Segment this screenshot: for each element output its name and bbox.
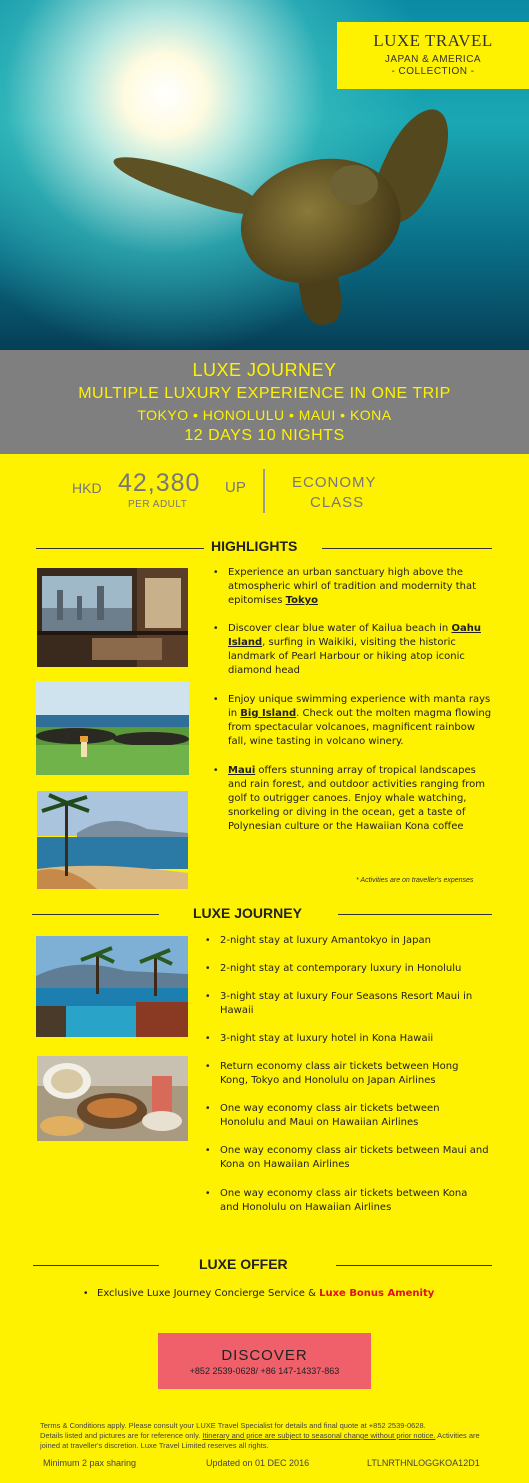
text: offers stunning array of tropical landscapes and rain forest, and outdoor activities ranging from golf to outrigger canoes. Enjoy whale watching, snorkeling or diving in the ocean, get a taste of Polynesian culture or the Hawaiian Kona coffee <box>228 765 486 832</box>
bullet: • <box>214 623 218 634</box>
bullet: • <box>206 991 210 1002</box>
banner-title: LUXE JOURNEY <box>192 360 337 380</box>
journey-item: 2-night stay at contemporary luxury in Honolulu <box>220 963 462 974</box>
price-amount: 42,380 <box>118 469 201 497</box>
journey-item: One way economy class air tickets between Honolulu and Maui on Hawaiian Airlines <box>220 1103 440 1128</box>
divider-line <box>338 914 492 915</box>
highlight-link[interactable]: Oahu Island <box>228 623 481 648</box>
turtle-flipper-left <box>109 148 260 221</box>
offer-title: LUXE OFFER <box>199 1256 288 1272</box>
journey-item: 3-night stay at luxury Four Seasons Resort Maui in Hawaii <box>220 991 473 1016</box>
brand-badge <box>337 22 529 89</box>
activities-note: * Activities are on traveller's expenses <box>356 877 474 884</box>
text: . Check out the molten magma flowing from spectacular volcanoes, magnificent rainbow fall, wine tasting in volcano winery. <box>228 708 492 747</box>
bullet: • <box>206 1061 210 1072</box>
product-code: LTLNRTHNLOGGKOA12D1 <box>367 1458 480 1468</box>
bullet: • <box>206 1188 210 1199</box>
bullet: • <box>206 935 210 946</box>
discover-button[interactable] <box>158 1333 371 1389</box>
highlight-link[interactable]: Tokyo <box>285 595 318 606</box>
bullet: • <box>214 765 218 776</box>
contact-phones: +852 2539-0628/ +86 147-14337-863 <box>189 1366 340 1376</box>
min-pax: Minimum 2 pax sharing <box>43 1458 137 1468</box>
resort-pool-photo <box>36 936 188 1037</box>
divider-line <box>322 548 492 549</box>
text: Experience an urban sanctuary high above the atmospheric whirl of tradition and modernity that epitomises <box>228 567 477 606</box>
food-platter-photo <box>37 1056 188 1141</box>
terms-line-2c: Activities are joined at traveller's discretion. Luxe Travel Limited reserves all rights. <box>40 1431 480 1450</box>
bullet: • <box>84 1288 88 1299</box>
journey-item: 2-night stay at luxury Amantokyo in Japan <box>220 935 431 946</box>
class-label-2: CLASS <box>310 494 365 511</box>
bullet: • <box>206 1033 210 1044</box>
highlight-item-2 <box>228 622 496 678</box>
text: Enjoy unique swimming experience with manta rays in <box>228 694 491 719</box>
highlight-link[interactable]: Big Island <box>240 708 297 719</box>
golf-course-photo <box>36 681 189 775</box>
banner-subtitle: MULTIPLE LUXURY EXPERIENCE IN ONE TRIP <box>78 385 451 402</box>
brand-name: LUXE TRAVEL <box>373 31 493 50</box>
journey-item: Return economy class air tickets between Hong Kong, Tokyo and Honolulu on Japan Airlines <box>220 1061 459 1086</box>
journey-title: LUXE JOURNEY <box>193 905 302 921</box>
journey-banner <box>0 350 529 454</box>
divider-line <box>336 1265 492 1266</box>
bullet: • <box>214 567 218 578</box>
terms-text <box>40 1421 492 1451</box>
brand-collection: - COLLECTION - <box>391 66 475 77</box>
journey-item: One way economy class air tickets between Maui and Kona on Hawaiian Airlines <box>220 1145 489 1170</box>
price-divider <box>263 469 265 513</box>
text: , surfing in Waikiki, visiting the historic landmark of Pearl Harbour or hiking atop iconic diamond head <box>228 637 465 676</box>
offer-bonus: Luxe Bonus Amenity <box>319 1288 435 1299</box>
maui-beach-photo <box>37 791 188 889</box>
bullet: • <box>214 694 218 705</box>
updated-date: Updated on 01 DEC 2016 <box>206 1458 310 1468</box>
divider-line <box>36 548 204 549</box>
terms-notice-link[interactable]: Itinerary and price are subject to seasonal change without prior notice. <box>202 1431 436 1440</box>
price-block <box>0 466 529 516</box>
brand-region: JAPAN & AMERICA <box>384 54 482 65</box>
class-label-1: ECONOMY <box>292 474 377 491</box>
highlight-item-1 <box>228 566 496 608</box>
highlight-item-3 <box>228 693 496 749</box>
price-suffix: UP <box>225 479 246 496</box>
highlights-title: HIGHLIGHTS <box>211 538 298 554</box>
highlight-link[interactable]: Maui <box>228 765 256 776</box>
price-per: PER ADULT <box>128 499 188 510</box>
journey-item: 3-night stay at luxury hotel in Kona Hawaii <box>220 1033 434 1044</box>
offer-text: Exclusive Luxe Journey Concierge Service & <box>97 1288 320 1299</box>
terms-line-2a: Details listed and pictures are for reference only. <box>40 1431 203 1440</box>
turtle-head <box>330 165 378 205</box>
price-currency: HKD <box>72 480 102 496</box>
terms-line-1: Terms & Conditions apply. Please consult your LUXE Travel Specialist for details and final quote at +852 2539-0628. <box>40 1421 426 1430</box>
text: Discover clear blue water of Kailua beach in <box>228 623 452 634</box>
hero-image <box>0 0 529 350</box>
journey-item: One way economy class air tickets between Kona and Honolulu on Hawaiian Airlines <box>220 1188 468 1213</box>
bullet: • <box>206 963 210 974</box>
bullet: • <box>206 1145 210 1156</box>
divider-line <box>32 914 159 915</box>
highlight-item-4 <box>228 764 496 834</box>
offer-item <box>97 1287 477 1301</box>
discover-label: DISCOVER <box>221 1347 308 1364</box>
bullet: • <box>206 1103 210 1114</box>
banner-duration: 12 DAYS 10 NIGHTS <box>184 427 345 444</box>
banner-route: TOKYO • HONOLULU • MAUI • KONA <box>137 407 392 423</box>
divider-line <box>33 1265 159 1266</box>
tokyo-hotel-photo <box>37 568 188 667</box>
